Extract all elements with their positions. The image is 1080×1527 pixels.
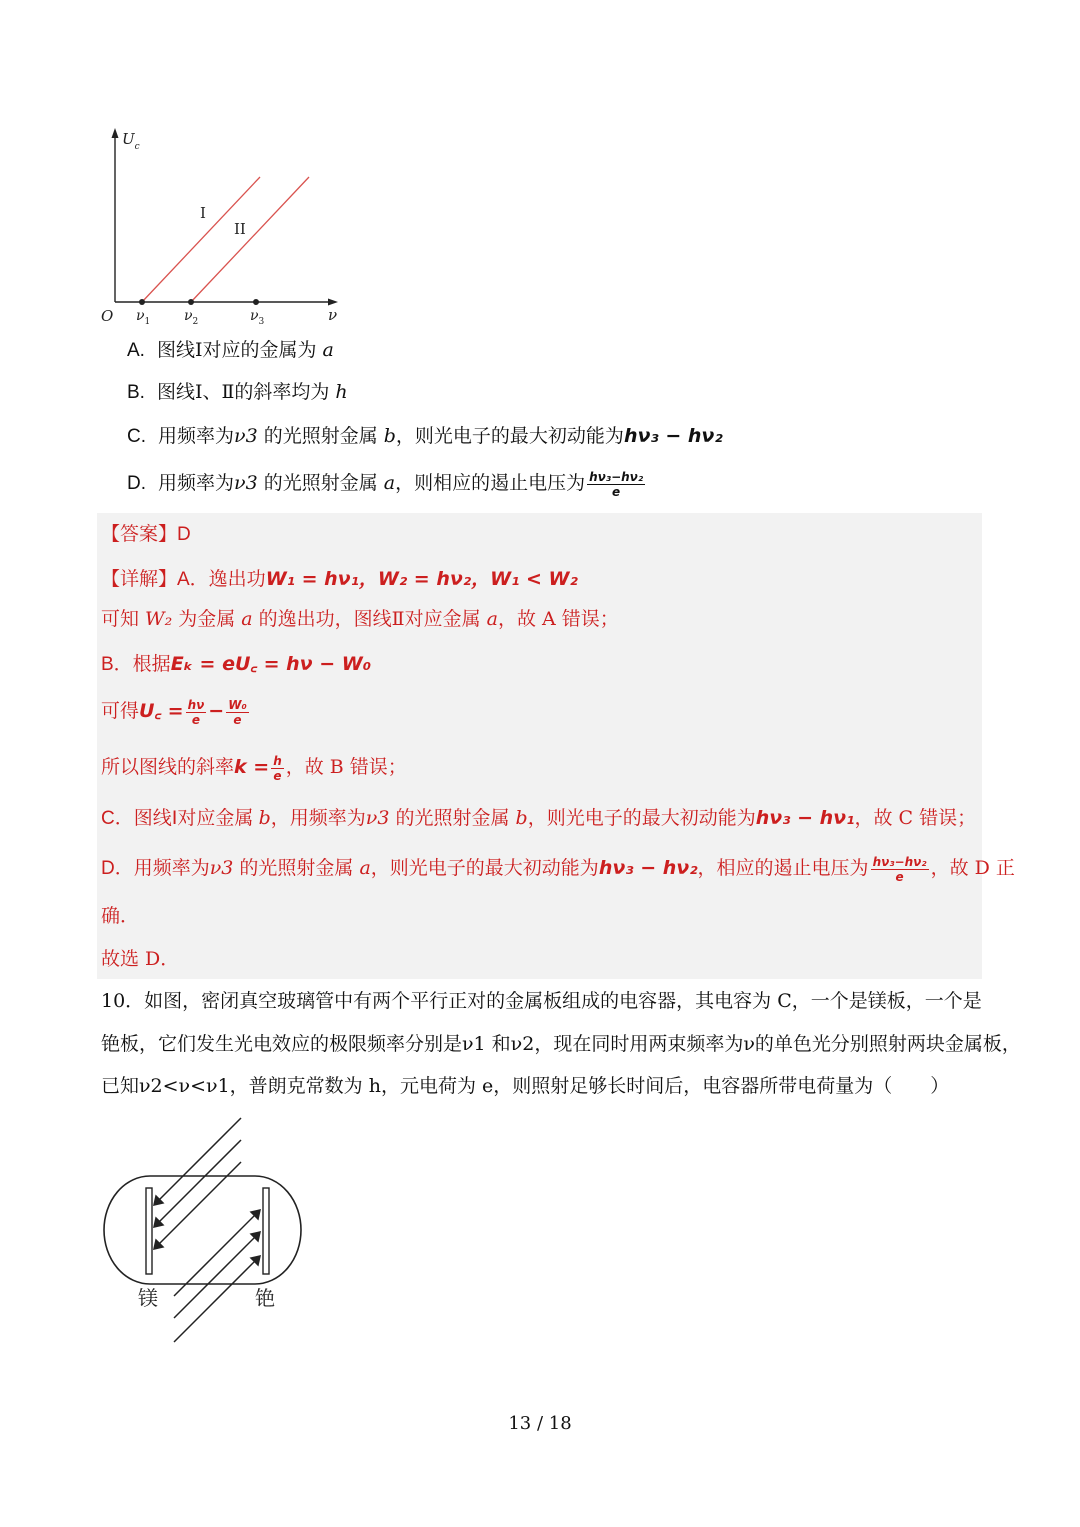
line-I [142, 177, 260, 302]
explanation-line-d2: 确． [101, 905, 140, 927]
explanation-line-c: C．图线Ⅰ对应金属 b，用频率为ν3 的光照射金属 b，则光电子的最大初动能为hν₃ − hν₁，故 C 错误； [101, 807, 977, 829]
option-d-label: D. [127, 473, 146, 494]
line-I-label: I [200, 204, 206, 222]
tick-nu1: $\nu_1$ [136, 308, 151, 327]
option-b-var: h [335, 381, 348, 403]
light-rays-to-cesium [174, 1210, 260, 1342]
point-nu3 [253, 299, 259, 305]
option-d-t3: ，则相应的遏止电压为 [395, 472, 586, 494]
option-c-var: b [383, 425, 396, 447]
option-d-fraction: $\frac{\text{hν₃−hν₂}}{e}$ [589, 469, 644, 499]
question-10-line-3: 已知ν2<ν<ν1，普朗克常数为 h，元电荷为 e，则照射足够长时间后，电容器所带电荷量为（ ） [101, 1075, 950, 1097]
option-a-label: A. [127, 340, 145, 361]
option-d-t1: 用频率为 [158, 472, 235, 494]
question-10-line-1: 10．如图，密闭真空玻璃管中有两个平行正对的金属板组成的电容器，其电容为 C，一个是镁板，一个是 [101, 990, 982, 1012]
cesium-label: 铯 [255, 1286, 275, 1310]
option-a-text: 图线Ⅰ对应的金属为 [156, 339, 323, 361]
option-a-var: a [322, 339, 334, 361]
option-d[interactable] [127, 470, 647, 498]
option-b-text: 图线Ⅰ、Ⅱ的斜率均为 [156, 381, 336, 403]
x-axis-arrow [328, 299, 338, 306]
y-axis-arrow [112, 128, 119, 138]
tick-nu2: $\nu_2$ [184, 308, 199, 327]
explanation-line-d: D．用频率为ν3 的光照射金属 a，则光电子的最大初动能为hν₃ − hν₂，相应的遏止电压为 $\frac{\text{hν₃−hν₂}}{e}$ ，故 D 正 [101, 854, 1015, 884]
magnesium-plate [146, 1188, 152, 1274]
tick-nu3: $\nu_3$ [250, 308, 265, 327]
x-axis-label: ν [328, 306, 338, 324]
explanation-line-b3: 所以图线的斜率k = $\frac{h}{e}$ ，故 B 错误； [101, 753, 407, 783]
option-c[interactable] [127, 423, 723, 450]
light-rays-to-magnesium [154, 1118, 241, 1249]
option-d-var: a [383, 472, 396, 494]
explanation-line-b: B．根据Eₖ = eU꜀ = hν − W₀ [101, 653, 372, 675]
explanation-line-a2: 可知 W₂ 为金属 a 的逸出功，图线Ⅱ对应金属 a，故 A 错误； [101, 608, 619, 630]
page-number: 13 / 18 [508, 1413, 572, 1434]
option-c-label: C. [127, 426, 146, 447]
uc-nu-graph [95, 125, 355, 330]
option-d-nu3: ν3 [234, 472, 258, 494]
option-b-label: B. [127, 382, 145, 403]
explanation-line-b2: 可得U꜀ = $\frac{h\nu}{e}$ − $\frac{\text{W₀}}{e}$ [101, 697, 247, 727]
question-10-line-2: 铯板，它们发生光电效应的极限频率分别是ν1 和ν2，现在同时用两束频率为ν的单色光分别照射两块金属板， [101, 1033, 1021, 1055]
line-II-label: II [234, 220, 246, 238]
option-c-nu3: ν3 [234, 425, 258, 447]
magnesium-label: 镁 [138, 1286, 158, 1310]
option-c-t2: 的光照射金属 [257, 425, 384, 447]
origin-label: O [101, 307, 114, 325]
option-c-expr: hν₃ − hν₂ [623, 425, 723, 447]
y-axis-label: $U_c$ [122, 130, 140, 152]
capacitor-tube-diagram [100, 1110, 315, 1355]
option-a[interactable] [127, 337, 334, 364]
option-c-t3: ，则光电子的最大初动能为 [395, 425, 624, 447]
line-II [191, 177, 309, 302]
option-b[interactable] [127, 379, 348, 406]
option-c-t1: 用频率为 [158, 425, 235, 447]
final-choice-line: 故选 D． [101, 948, 180, 970]
option-d-t2: 的光照射金属 [257, 472, 384, 494]
point-nu2 [188, 299, 194, 305]
explanation-line-a: 【详解】A．逸出功W₁ = hν₁，W₂ = hν₂，W₁ < W₂ [101, 568, 578, 590]
point-nu1 [139, 299, 145, 305]
cesium-plate [263, 1188, 269, 1274]
answer-line: 【答案】D [101, 524, 191, 545]
